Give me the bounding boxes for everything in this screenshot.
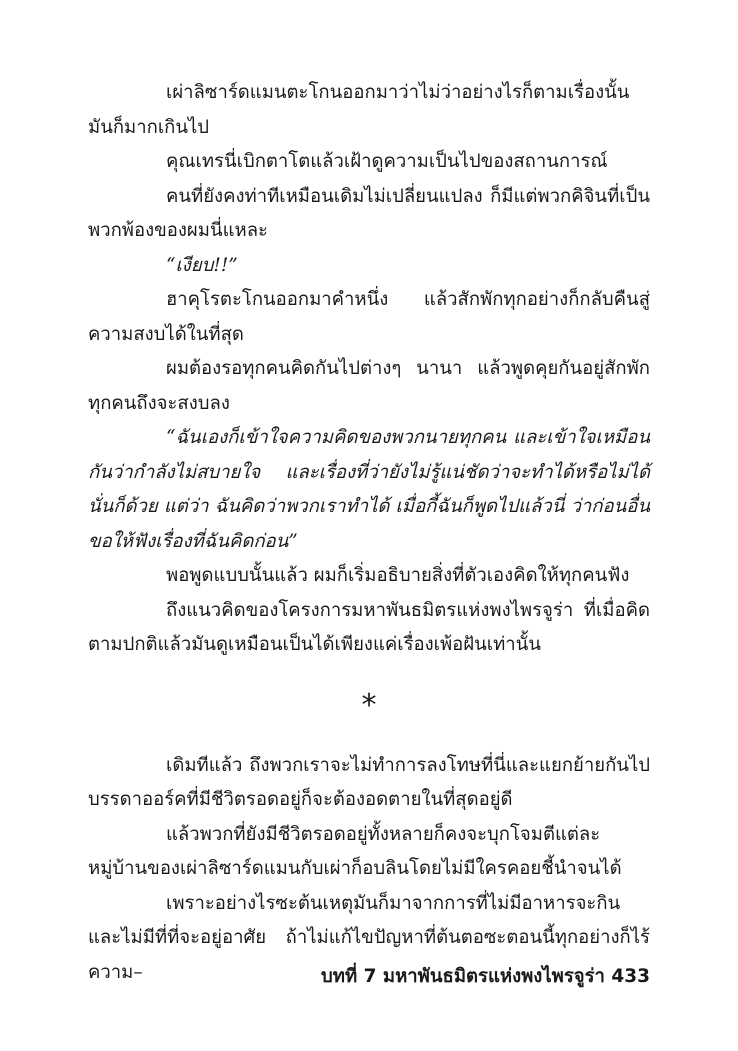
paragraph: พอพูดแบบนั้นแล้ว ผมก็เริ่มอธิบายสิ่งที่ตัวเองคิดให้ทุกคนฟัง [166, 565, 630, 586]
text-block-2 [88, 749, 650, 991]
paragraph: ผมต้องรอทุกคนคิดกันไปต่างๆ นานา แล้วพูดคุยกันอยู่สักพักทุกคนถึงจะสงบลง [88, 358, 650, 414]
page-footer: บทที่ 7 มหาพันธมิตรแห่งพงไพรจูร่า 433 [321, 966, 650, 987]
paragraph: “ฉันเองก็เข้าใจความคิดของพวกนายทุกคน และเข้าใจเหมือนกันว่ากำลังไม่สบายใจ และเรื่องที่ว่ายังไม่รู้แน่ชัดว่าจะทำได้หรือไม่ได้นั่นก็ด้วย แต่ว่า ฉันคิดว่าพวกเราทำได้ เมื่อกี้ฉันก็พูดไปแล้วนี่ ว่าก่อนอื่นขอให้ฟังเรื่องที่ฉันคิดก่อน” [88, 427, 650, 552]
paragraph: “เงียบ!!” [166, 254, 238, 276]
paragraph: คุณเทรนี่เบิกตาโตแล้วเฝ้าดูความเป็นไปของสถานการณ์ [166, 151, 608, 172]
page-body [88, 76, 650, 990]
paragraph: ถึงแนวคิดของโครงการมหาพันธมิตรแห่งพงไพรจูร่า ที่เมื่อคิดตามปกติแล้วมันดูเหมือนเป็นได้เพียงแค่เรื่องเพ้อฝันเท่านั้น [88, 599, 650, 655]
paragraph: เผ่าลิซาร์ดแมนตะโกนออกมาว่าไม่ว่าอย่างไรก็ตามเรื่องนั้นมันก็มากเกินไป [88, 82, 630, 138]
paragraph: แล้วพวกที่ยังมีชีวิตรอดอยู่ทั้งหลายก็คงจะบุกโจมตีแต่ละหมู่บ้านของเผ่าลิซาร์ดแมนกับเผ่าก็อบลินโดยไม่มีใครคอยชี้นำจนได้ [88, 823, 622, 879]
paragraph: ฮาคุโรตะโกนออกมาคำหนึ่ง แล้วสักพักทุกอย่างก็กลับคืนสู่ความสงบได้ในที่สุด [88, 289, 650, 345]
paragraph: คนที่ยังคงท่าทีเหมือนเดิมไม่เปลี่ยนแปลง ก็มีแต่พวกคิจินที่เป็นพวกพ้องของผมนี่แหละ [88, 185, 650, 241]
paragraph: เดิมทีแล้ว ถึงพวกเราจะไม่ทำการลงโทษที่นี่และแยกย้ายกันไป บรรดาออร์คที่มีชีวิตรอดอยู่ก็จะต้องอดตายในที่สุดอยู่ดี [88, 754, 650, 810]
text-block-1 [88, 76, 650, 663]
scene-separator: * [361, 687, 377, 723]
paragraph: เพราะอย่างไรซะต้นเหตุมันก็มาจากการที่ไม่มีอาหารจะกินและไม่มีที่ที่จะอยู่อาศัย ถ้าไม่แก้ไขปัญหาที่ต้นตอซะตอนนี้ทุกอย่างก็ไร้ความ– [88, 892, 650, 983]
